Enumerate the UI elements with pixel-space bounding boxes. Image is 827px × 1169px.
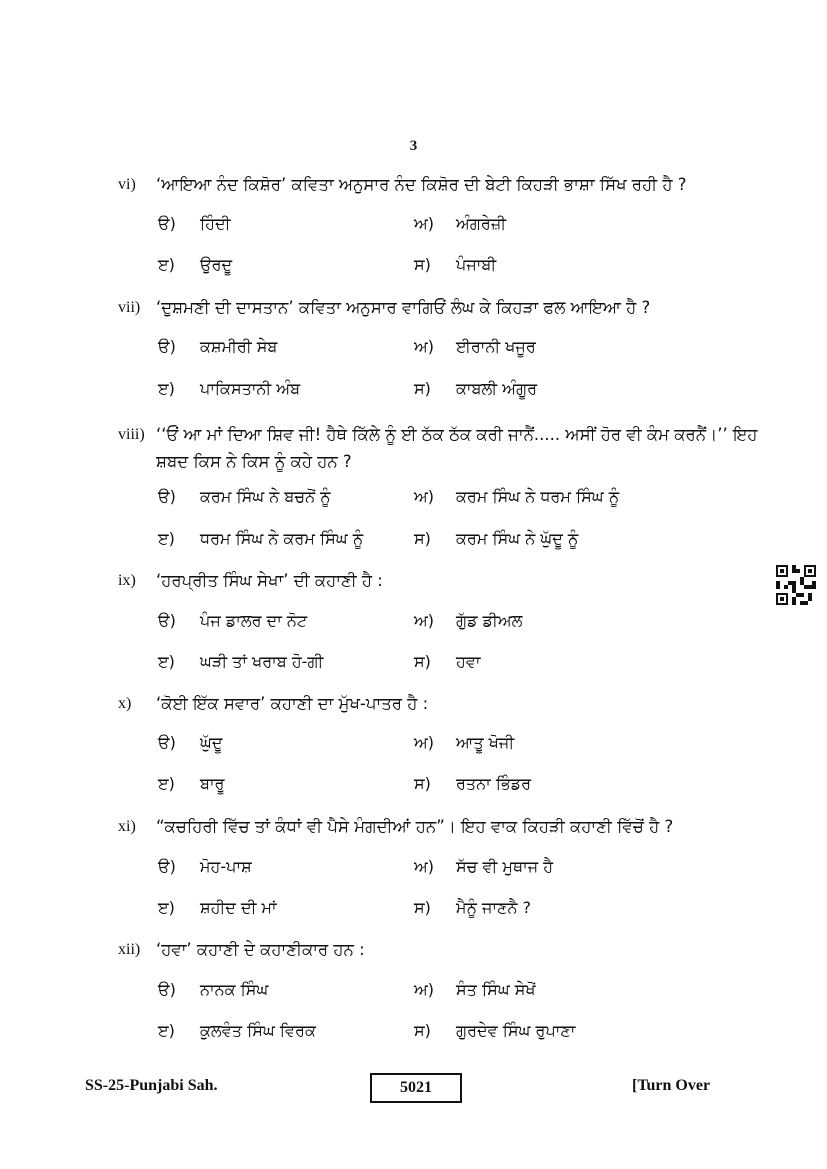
question-number: x)	[118, 695, 132, 712]
question-text: ‘ਹਰਪ੍ਰੀਤ ਸਿੰਘ ਸੇਖਾ’ ਦੀ ਕਹਾਣੀ ਹੈ :	[156, 571, 383, 590]
option-a: ੳ) ਕਸ਼ਮੀਰੀ ਸੇਬ	[158, 337, 278, 356]
option-c: ੲ) ਉਰਦੂ	[158, 255, 233, 274]
paper-code: SS-25-Punjabi Sah.	[85, 1077, 218, 1094]
question-text: ‘ਦੁਸ਼ਮਣੀ ਦੀ ਦਾਸਤਾਨ’ ਕਵਿਤਾ ਅਨੁਸਾਰ ਵਾਗਿਓਂ ਲੰਘ ਕੇ ਕਿਹੜਾ ਫਲ ਆਇਆ ਹੈ ?	[156, 298, 651, 317]
option-b: ਅ) ਕਰਮ ਸਿੰਘ ਨੇ ਧਰਮ ਸਿੰਘ ਨੂੰ	[414, 487, 620, 506]
question-number: xi)	[118, 818, 136, 835]
option-a: ੳ) ਹਿੰਦੀ	[158, 214, 231, 233]
option-d: ਸ) ਪੰਜਾਬੀ	[414, 255, 497, 274]
option-a: ੳ) ਕਰਮ ਸਿੰਘ ਨੇ ਬਚਨੋਂ ਨੂੰ	[158, 487, 331, 506]
option-a: ੳ) ਘੁੱਦੂ	[158, 733, 223, 752]
question-ix	[118, 567, 768, 594]
option-b: ਅ) ਆਤੂ ਖੋਜੀ	[414, 733, 515, 752]
question-number: viii)	[118, 426, 145, 443]
option-b: ਅ) ਸੱਚ ਵੀ ਮੁਥਾਜ ਹੈ	[414, 857, 554, 876]
option-d: ਸ) ਮੈਨੂੰ ਜਾਣਨੈ ?	[414, 898, 532, 917]
option-c: ੲ) ਸ਼ਹੀਦ ਦੀ ਮਾਂ	[158, 898, 277, 917]
option-c: ੲ) ਬਾਰੂ	[158, 774, 225, 793]
question-xi	[118, 813, 768, 840]
option-c: ੲ) ਕੁਲਵੰਤ ਸਿੰਘ ਵਿਰਕ	[158, 1021, 316, 1040]
question-vii	[118, 294, 768, 321]
qr-code-icon	[776, 565, 816, 605]
option-c: ੲ) ਪਾਕਿਸਤਾਨੀ ਅੰਬ	[158, 379, 301, 398]
option-d: ਸ) ਹਵਾ	[414, 652, 481, 671]
question-x	[118, 690, 768, 717]
question-vi	[118, 171, 768, 198]
question-text: ‘ਕੋਈ ਇੱਕ ਸਵਾਰ’ ਕਹਾਣੀ ਦਾ ਮੁੱਖ-ਪਾਤਰ ਹੈ :	[156, 694, 429, 713]
option-d: ਸ) ਰਤਨਾ ਭਿੰਡਰ	[414, 774, 532, 793]
question-text: ‘ਆਇਆ ਨੰਦ ਕਿਸ਼ੋਰ’ ਕਵਿਤਾ ਅਨੁਸਾਰ ਨੰਦ ਕਿਸ਼ੋਰ ਦੀ ਬੇਟੀ ਕਿਹੜੀ ਭਾਸ਼ਾ ਸਿੱਖ ਰਹੀ ਹੈ ?	[156, 175, 687, 194]
option-b: ਅ) ਸੰਤ ਸਿੰਘ ਸੇਖੋਂ	[414, 980, 536, 999]
question-xii	[118, 936, 768, 963]
question-number: vi)	[118, 176, 136, 193]
option-d: ਸ) ਕਰਮ ਸਿੰਘ ਨੇ ਘੁੱਦੂ ਨੂੰ	[414, 529, 579, 548]
option-d: ਸ) ਕਾਬਲੀ ਅੰਗੂਰ	[414, 379, 538, 398]
option-b: ਅ) ਅੰਗਰੇਜ਼ੀ	[414, 214, 507, 233]
question-text: ‘ਹਵਾ’ ਕਹਾਣੀ ਦੇ ਕਹਾਣੀਕਾਰ ਹਨ :	[156, 940, 365, 959]
question-number: ix)	[118, 572, 136, 589]
question-number: xii)	[118, 941, 141, 958]
question-number: vii)	[118, 299, 141, 316]
option-a: ੳ) ਮੋਹ-ਪਾਸ਼	[158, 857, 252, 876]
booklet-code: 5021	[370, 1073, 462, 1103]
option-a: ੳ) ਨਾਨਕ ਸਿੰਘ	[158, 980, 269, 999]
question-text: ‘‘ਓਂ ਆ ਮਾਂ ਦਿਆ ਸ਼ਿਵ ਜੀ! ਹੈਥੇ ਕਿੱਲੇ ਨੂੰ ਈ ਠੱਕ ਠੱਕ ਕਰੀ ਜਾਨੈਂ..... ਅਸੀਂ ਹੋਰ ਵੀ ਕੰਮ ਕਰਨੈਂ।’’ ਇਹ ਸ਼ਬਦ ਕਿਸ ਨੇ ਕਿਸ ਨੂੰ ਕਹੇ ਹਨ ?	[156, 425, 758, 471]
option-b: ਅ) ਗੁੱਡ ਡੀਅਲ	[414, 611, 523, 630]
option-c: ੲ) ਘੜੀ ਤਾਂ ਖਰਾਬ ਹੋ-ਗੀ	[158, 652, 324, 671]
option-d: ਸ) ਗੁਰਦੇਵ ਸਿੰਘ ਰੁਪਾਣਾ	[414, 1021, 576, 1040]
turn-over-note: [Turn Over	[632, 1077, 711, 1094]
page-number: 3	[409, 138, 418, 154]
option-c: ੲ) ਧਰਮ ਸਿੰਘ ਨੇ ਕਰਮ ਸਿੰਘ ਨੂੰ	[158, 529, 364, 548]
question-viii	[118, 421, 768, 475]
option-b: ਅ) ਈਰਾਨੀ ਖਜੂਰ	[414, 337, 536, 356]
question-text: “ਕਚਹਿਰੀ ਵਿੱਚ ਤਾਂ ਕੰਧਾਂ ਵੀ ਪੈਸੇ ਮੰਗਦੀਆਂ ਹਨ”। ਇਹ ਵਾਕ ਕਿਹੜੀ ਕਹਾਣੀ ਵਿੱਚੋਂ ਹੈ ?	[156, 817, 674, 836]
option-a: ੳ) ਪੰਜ ਡਾਲਰ ਦਾ ਨੋਟ	[158, 611, 308, 630]
